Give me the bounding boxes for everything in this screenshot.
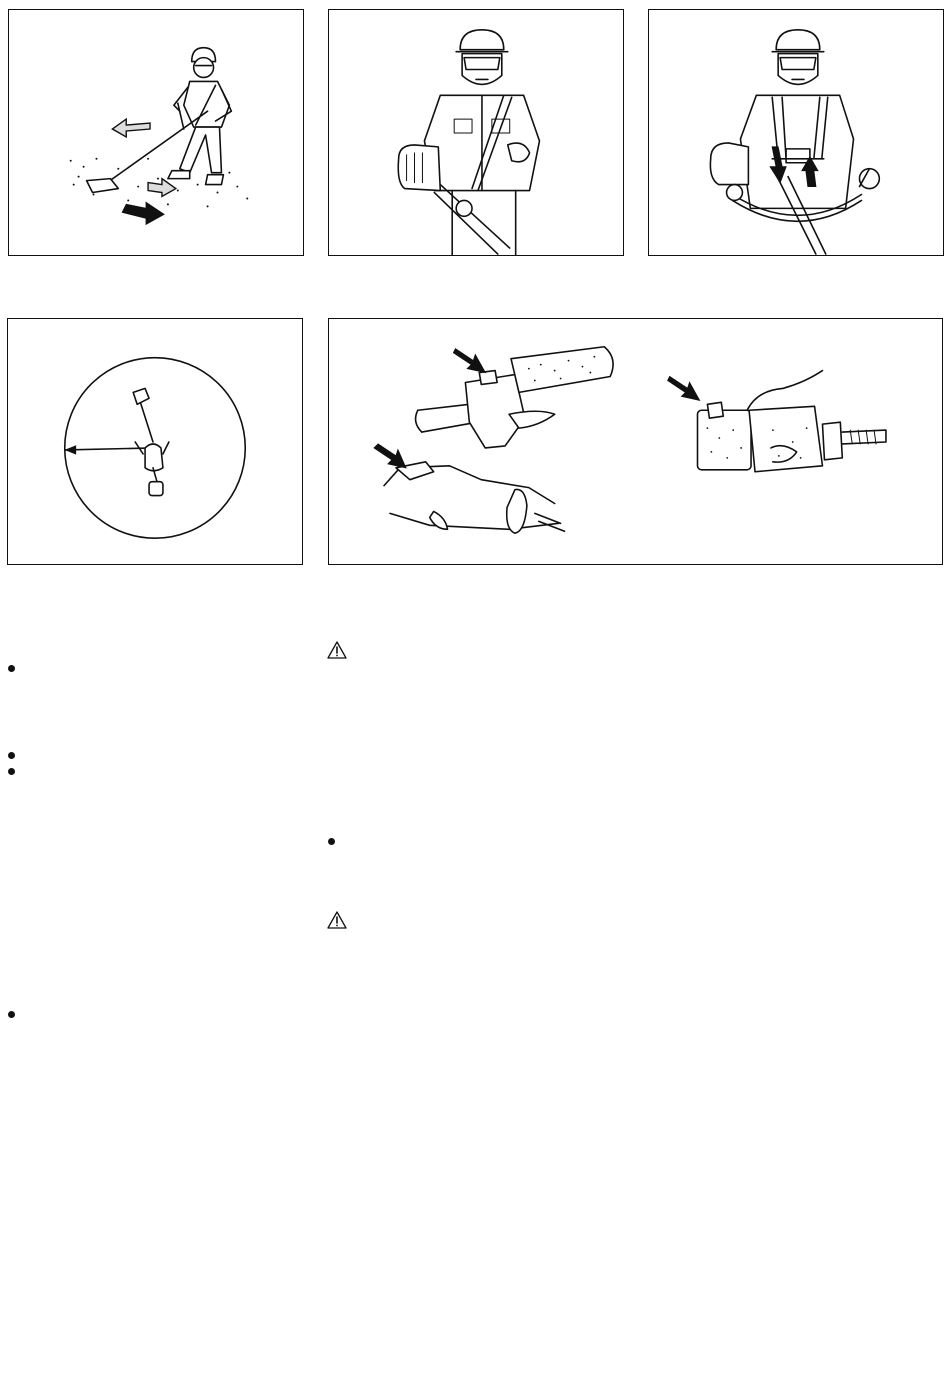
figure-safety-radius bbox=[7, 318, 303, 565]
left-bullet-4 bbox=[8, 1011, 15, 1018]
warning-triangle-icon bbox=[327, 911, 347, 929]
figure-mowing-swing bbox=[8, 9, 304, 256]
warning-triangle-icon bbox=[327, 641, 347, 659]
safety-radius-circle-illustration bbox=[8, 319, 302, 564]
operator-double-harness-illustration bbox=[649, 10, 943, 255]
figure-shoulder-strap bbox=[328, 9, 624, 256]
left-bullet-1 bbox=[8, 665, 15, 672]
left-bullet-3 bbox=[8, 768, 15, 775]
figure-handle-switches bbox=[328, 318, 943, 565]
handle-stop-switch-illustration bbox=[329, 319, 942, 564]
operator-shoulder-strap-illustration bbox=[329, 10, 623, 255]
left-bullet-2 bbox=[8, 752, 15, 759]
figure-harness bbox=[648, 9, 944, 256]
right-bullet-1 bbox=[328, 838, 335, 845]
operator-mowing-illustration bbox=[9, 10, 303, 255]
